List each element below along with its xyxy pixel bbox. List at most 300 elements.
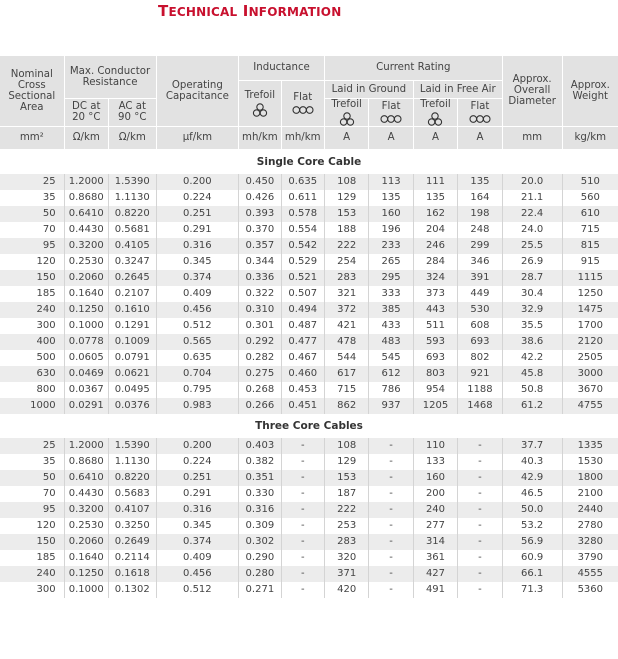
table-cell: 0.4107	[108, 502, 156, 518]
single-core-rows	[0, 174, 618, 414]
table-cell: 0.403	[239, 438, 281, 454]
table-cell: 3790	[562, 550, 618, 566]
table-cell: 265	[369, 254, 413, 270]
table-cell: 0.224	[156, 190, 239, 206]
table-cell: 0.1000	[64, 582, 108, 598]
table-cell: 61.2	[502, 398, 562, 414]
table-cell: 45.8	[502, 366, 562, 382]
table-cell: 0.3200	[64, 502, 108, 518]
table-cell: 0.330	[239, 486, 281, 502]
table-cell: 420	[324, 582, 368, 598]
table-cell: -	[458, 470, 502, 486]
table-row	[0, 534, 618, 550]
table-cell: 2780	[562, 518, 618, 534]
table-cell: 50.0	[502, 502, 562, 518]
unit-cell: A	[324, 126, 368, 149]
unit-cell: mm	[502, 126, 562, 149]
trefoil-icon	[339, 112, 355, 126]
table-cell: -	[369, 486, 413, 502]
table-cell: 0.2530	[64, 254, 108, 270]
table-cell: 283	[324, 534, 368, 550]
table-cell: 0.3250	[108, 518, 156, 534]
table-cell: -	[369, 534, 413, 550]
table-cell: 56.9	[502, 534, 562, 550]
table-cell: 46.5	[502, 486, 562, 502]
table-cell: 111	[413, 174, 457, 190]
table-cell: 283	[324, 270, 368, 286]
table-cell: 0.635	[281, 174, 324, 190]
unit-cell: mm²	[0, 126, 64, 149]
table-cell: 71.3	[502, 582, 562, 598]
table-cell: 0.8220	[108, 206, 156, 222]
table-cell: -	[369, 470, 413, 486]
table-cell: 150	[0, 270, 64, 286]
table-cell: 150	[0, 534, 64, 550]
table-cell: -	[369, 454, 413, 470]
table-header	[0, 56, 618, 149]
table-cell: 110	[413, 438, 457, 454]
table-cell: 610	[562, 206, 618, 222]
table-cell: 0.280	[239, 566, 281, 582]
table-cell: -	[458, 566, 502, 582]
table-cell: 0.1291	[108, 318, 156, 334]
table-cell: 0.357	[239, 238, 281, 254]
table-cell: 361	[413, 550, 457, 566]
table-cell: 135	[413, 190, 457, 206]
table-cell: 40.3	[502, 454, 562, 470]
table-cell: 164	[458, 190, 502, 206]
table-cell: 815	[562, 238, 618, 254]
table-cell: 0.2114	[108, 550, 156, 566]
table-cell: 0.635	[156, 350, 239, 366]
table-cell: -	[281, 486, 324, 502]
table-cell: 160	[369, 206, 413, 222]
technical-table	[0, 56, 618, 598]
units-row	[0, 126, 618, 149]
table-cell: 715	[562, 222, 618, 238]
table-cell: 0.611	[281, 190, 324, 206]
table-cell: 50	[0, 206, 64, 222]
table-cell: -	[281, 566, 324, 582]
table-cell: -	[458, 518, 502, 534]
table-cell: 185	[0, 286, 64, 302]
table-cell: -	[458, 502, 502, 518]
table-cell: 0.494	[281, 302, 324, 318]
table-cell: 153	[324, 470, 368, 486]
table-cell: 22.4	[502, 206, 562, 222]
table-cell: 222	[324, 238, 368, 254]
table-cell: 0.1000	[64, 318, 108, 334]
col-header-laid-air: Laid in Free Air	[413, 80, 502, 98]
table-cell: -	[281, 470, 324, 486]
table-cell: 449	[458, 286, 502, 302]
table-row	[0, 438, 618, 454]
table-cell: -	[369, 518, 413, 534]
table-cell: 240	[0, 566, 64, 582]
table-cell: 0.268	[239, 382, 281, 398]
table-cell: 248	[458, 222, 502, 238]
table-cell: 25	[0, 174, 64, 190]
table-cell: 25	[0, 438, 64, 454]
table-row	[0, 286, 618, 302]
table-cell: 1.2000	[64, 438, 108, 454]
unit-cell: kg/km	[562, 126, 618, 149]
table-cell: 0.795	[156, 382, 239, 398]
table-row	[0, 174, 618, 190]
table-cell: 0.393	[239, 206, 281, 222]
table-cell: 185	[0, 550, 64, 566]
table-cell: 0.310	[239, 302, 281, 318]
table-cell: 66.1	[502, 566, 562, 582]
table-cell: 433	[369, 318, 413, 334]
table-cell: 21.1	[502, 190, 562, 206]
table-cell: -	[369, 550, 413, 566]
table-cell: 1.5390	[108, 438, 156, 454]
table-cell: 385	[369, 302, 413, 318]
table-cell: -	[281, 582, 324, 598]
table-cell: 0.456	[156, 566, 239, 582]
table-cell: 786	[369, 382, 413, 398]
table-cell: 333	[369, 286, 413, 302]
table-cell: 0.477	[281, 334, 324, 350]
table-cell: -	[369, 502, 413, 518]
table-cell: 1000	[0, 398, 64, 414]
table-cell: 0.0376	[108, 398, 156, 414]
table-cell: 95	[0, 502, 64, 518]
table-cell: 35	[0, 454, 64, 470]
table-cell: -	[281, 454, 324, 470]
col-header-ground-flat: Flat	[369, 98, 413, 126]
table-cell: 1468	[458, 398, 502, 414]
table-cell: 42.9	[502, 470, 562, 486]
col-header-weight: Approx. Weight	[562, 56, 618, 126]
table-cell: 421	[324, 318, 368, 334]
col-header-laid-ground: Laid in Ground	[324, 80, 413, 98]
table-cell: 314	[413, 534, 457, 550]
table-row	[0, 502, 618, 518]
table-cell: 0.301	[239, 318, 281, 334]
table-cell: 443	[413, 302, 457, 318]
table-cell: 0.8220	[108, 470, 156, 486]
table-cell: 0.316	[156, 502, 239, 518]
table-cell: 254	[324, 254, 368, 270]
table-cell: 0.1640	[64, 286, 108, 302]
table-cell: 617	[324, 366, 368, 382]
table-cell: 427	[413, 566, 457, 582]
table-cell: 0.1250	[64, 566, 108, 582]
table-cell: 1205	[413, 398, 457, 414]
section-heading-three-core	[0, 414, 618, 438]
table-cell: 0.542	[281, 238, 324, 254]
table-cell: 1800	[562, 470, 618, 486]
table-cell: 0.507	[281, 286, 324, 302]
table-row	[0, 350, 618, 366]
table-cell: 937	[369, 398, 413, 414]
table-cell: -	[369, 438, 413, 454]
col-header-diameter: Approx. Overall Diameter	[502, 56, 562, 126]
table-cell: 0.351	[239, 470, 281, 486]
unit-cell: Ω/km	[64, 126, 108, 149]
col-header-max-resistance: Max. Conductor Resistance	[64, 56, 156, 98]
col-header-nominal-area: Nominal Cross Sectional Area	[0, 56, 64, 126]
table-cell: 371	[324, 566, 368, 582]
unit-cell: A	[413, 126, 457, 149]
table-cell: 693	[413, 350, 457, 366]
table-cell: 0.4105	[108, 238, 156, 254]
table-cell: 129	[324, 190, 368, 206]
unit-cell: mh/km	[239, 126, 281, 149]
table-cell: 593	[413, 334, 457, 350]
table-cell: 373	[413, 286, 457, 302]
unit-cell: A	[369, 126, 413, 149]
flat-icon	[380, 114, 402, 124]
table-cell: -	[369, 582, 413, 598]
table-cell: -	[458, 534, 502, 550]
table-cell: 0.2645	[108, 270, 156, 286]
table-cell: 0.291	[156, 486, 239, 502]
table-cell: 0.282	[239, 350, 281, 366]
table-cell: -	[281, 534, 324, 550]
table-cell: 0.345	[156, 518, 239, 534]
page-title: TECHNICAL INFORMATION	[158, 2, 342, 20]
table-cell: 1.1130	[108, 454, 156, 470]
table-cell: 324	[413, 270, 457, 286]
table-cell: 24.0	[502, 222, 562, 238]
table-cell: 954	[413, 382, 457, 398]
table-cell: 135	[369, 190, 413, 206]
table-cell: 1.2000	[64, 174, 108, 190]
table-cell: 1250	[562, 286, 618, 302]
table-cell: 0.374	[156, 270, 239, 286]
table-cell: 800	[0, 382, 64, 398]
table-row	[0, 366, 618, 382]
table-cell: 320	[324, 550, 368, 566]
table-cell: 0.292	[239, 334, 281, 350]
table-cell: 372	[324, 302, 368, 318]
table-cell: 1335	[562, 438, 618, 454]
table-cell: 0.290	[239, 550, 281, 566]
table-cell: 120	[0, 254, 64, 270]
table-cell: 0.345	[156, 254, 239, 270]
table-cell: 240	[0, 302, 64, 318]
table-cell: 233	[369, 238, 413, 254]
table-cell: 133	[413, 454, 457, 470]
table-cell: 300	[0, 318, 64, 334]
unit-cell: µf/km	[156, 126, 239, 149]
table-cell: -	[458, 550, 502, 566]
table-cell: 715	[324, 382, 368, 398]
table-cell: 200	[413, 486, 457, 502]
table-cell: 321	[324, 286, 368, 302]
table-cell: -	[281, 550, 324, 566]
table-cell: 0.554	[281, 222, 324, 238]
table-cell: 0.316	[156, 238, 239, 254]
table-cell: 0.1618	[108, 566, 156, 582]
table-cell: 70	[0, 486, 64, 502]
table-cell: 0.0469	[64, 366, 108, 382]
table-cell: 0.322	[239, 286, 281, 302]
table-cell: 1700	[562, 318, 618, 334]
table-cell: 0.5683	[108, 486, 156, 502]
section-heading-single-core	[0, 149, 618, 174]
table-cell: -	[369, 566, 413, 582]
table-cell: 70	[0, 222, 64, 238]
table-cell: 26.9	[502, 254, 562, 270]
table-cell: 0.460	[281, 366, 324, 382]
table-cell: 0.426	[239, 190, 281, 206]
table-cell: 0.200	[156, 438, 239, 454]
technical-table-container	[0, 56, 618, 598]
table-cell: 1115	[562, 270, 618, 286]
col-header-air-flat: Flat	[458, 98, 502, 126]
table-cell: 0.374	[156, 534, 239, 550]
table-cell: 253	[324, 518, 368, 534]
table-cell: 0.1610	[108, 302, 156, 318]
table-cell: 0.512	[156, 318, 239, 334]
unit-cell: A	[458, 126, 502, 149]
table-cell: 198	[458, 206, 502, 222]
table-row	[0, 318, 618, 334]
flat-icon	[292, 105, 314, 115]
table-cell: 284	[413, 254, 457, 270]
table-cell: 0.0605	[64, 350, 108, 366]
table-row	[0, 206, 618, 222]
table-cell: 0.224	[156, 454, 239, 470]
table-cell: 0.2107	[108, 286, 156, 302]
table-cell: 0.983	[156, 398, 239, 414]
table-cell: 0.578	[281, 206, 324, 222]
table-cell: 295	[369, 270, 413, 286]
table-cell: 153	[324, 206, 368, 222]
table-row	[0, 238, 618, 254]
table-cell: 0.266	[239, 398, 281, 414]
table-cell: 95	[0, 238, 64, 254]
table-cell: 0.565	[156, 334, 239, 350]
col-header-ac: AC at 90 °C	[108, 98, 156, 126]
table-cell: 545	[369, 350, 413, 366]
table-cell: 160	[413, 470, 457, 486]
flat-icon	[469, 114, 491, 124]
table-cell: 0.3247	[108, 254, 156, 270]
table-row	[0, 486, 618, 502]
table-cell: 25.5	[502, 238, 562, 254]
table-cell: 0.0621	[108, 366, 156, 382]
table-cell: -	[281, 502, 324, 518]
table-cell: 0.3200	[64, 238, 108, 254]
table-cell: 0.291	[156, 222, 239, 238]
table-cell: 3670	[562, 382, 618, 398]
table-cell: 2505	[562, 350, 618, 366]
table-cell: 612	[369, 366, 413, 382]
table-cell: 196	[369, 222, 413, 238]
table-row	[0, 550, 618, 566]
table-cell: 500	[0, 350, 64, 366]
table-cell: 3280	[562, 534, 618, 550]
table-cell: 0.0791	[108, 350, 156, 366]
unit-cell: mh/km	[281, 126, 324, 149]
table-cell: 50	[0, 470, 64, 486]
table-row	[0, 398, 618, 414]
table-cell: 921	[458, 366, 502, 382]
table-cell: 35.5	[502, 318, 562, 334]
table-cell: 693	[458, 334, 502, 350]
table-cell: 113	[369, 174, 413, 190]
table-row	[0, 302, 618, 318]
table-cell: 38.6	[502, 334, 562, 350]
table-cell: 240	[413, 502, 457, 518]
table-cell: 0.4430	[64, 486, 108, 502]
table-cell: 0.8680	[64, 454, 108, 470]
table-row	[0, 566, 618, 582]
table-cell: 20.0	[502, 174, 562, 190]
table-cell: 188	[324, 222, 368, 238]
table-cell: 0.309	[239, 518, 281, 534]
table-cell: 0.6410	[64, 470, 108, 486]
trefoil-icon	[427, 112, 443, 126]
table-cell: 0.316	[239, 502, 281, 518]
table-cell: 28.7	[502, 270, 562, 286]
table-cell: 246	[413, 238, 457, 254]
table-cell: 0.529	[281, 254, 324, 270]
table-cell: 120	[0, 518, 64, 534]
table-cell: 222	[324, 502, 368, 518]
table-cell: 0.200	[156, 174, 239, 190]
table-cell: 0.1250	[64, 302, 108, 318]
table-cell: 53.2	[502, 518, 562, 534]
table-cell: 0.271	[239, 582, 281, 598]
table-cell: 0.521	[281, 270, 324, 286]
table-cell: 0.302	[239, 534, 281, 550]
table-cell: 0.251	[156, 470, 239, 486]
col-header-dc: DC at 20 °C	[64, 98, 108, 126]
table-cell: -	[458, 486, 502, 502]
trefoil-icon	[252, 103, 268, 117]
table-cell: 802	[458, 350, 502, 366]
table-cell: 37.7	[502, 438, 562, 454]
table-cell: 511	[413, 318, 457, 334]
table-row	[0, 454, 618, 470]
table-cell: 0.2649	[108, 534, 156, 550]
table-cell: 0.0291	[64, 398, 108, 414]
table-cell: 0.2060	[64, 534, 108, 550]
table-cell: 0.453	[281, 382, 324, 398]
col-header-inductance-flat: Flat	[281, 80, 324, 126]
table-cell: 1530	[562, 454, 618, 470]
table-cell: 862	[324, 398, 368, 414]
table-cell: -	[458, 438, 502, 454]
table-cell: -	[281, 518, 324, 534]
col-header-operating-capacitance: Operating Capacitance	[156, 56, 239, 126]
table-cell: 478	[324, 334, 368, 350]
table-row	[0, 582, 618, 598]
table-cell: 0.409	[156, 550, 239, 566]
table-cell: 4555	[562, 566, 618, 582]
table-cell: 0.0778	[64, 334, 108, 350]
table-cell: 135	[458, 174, 502, 190]
table-cell: 0.382	[239, 454, 281, 470]
table-cell: 277	[413, 518, 457, 534]
table-cell: 0.4430	[64, 222, 108, 238]
table-cell: 0.0367	[64, 382, 108, 398]
table-cell: 2440	[562, 502, 618, 518]
table-cell: -	[281, 438, 324, 454]
table-cell: 0.370	[239, 222, 281, 238]
section-title: Single Core Cable	[0, 149, 618, 174]
table-cell: 491	[413, 582, 457, 598]
table-row	[0, 470, 618, 486]
table-cell: 1.5390	[108, 174, 156, 190]
col-header-inductance-trefoil: Trefoil	[239, 80, 281, 126]
